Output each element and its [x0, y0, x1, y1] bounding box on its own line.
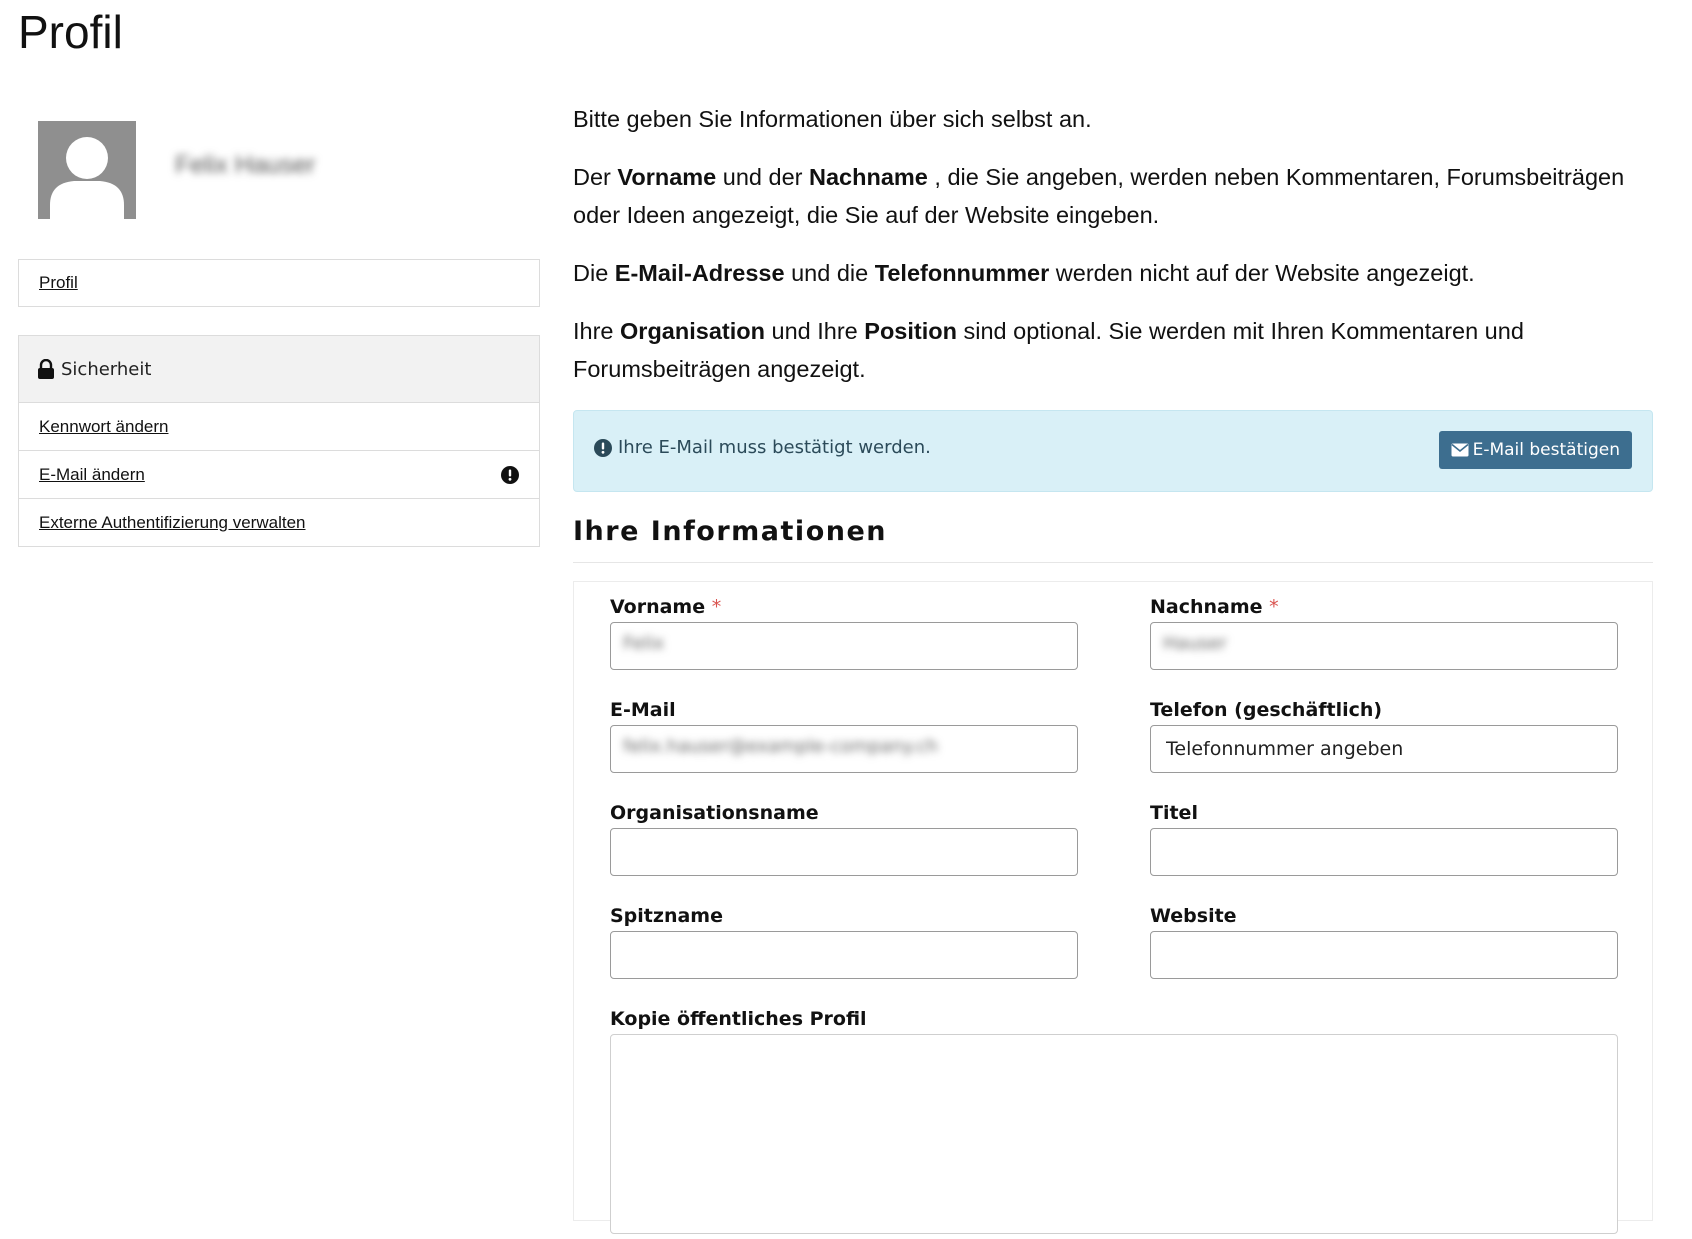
- security-heading-label: Sicherheit: [61, 358, 152, 380]
- intro-paragraph-2: Der Vorname und der Nachname , die Sie angeben, werden neben Kommentaren, Forumsbeiträgen oder Ideen angezeigt, die Sie auf der Website eingeben.: [573, 164, 1625, 228]
- nickname-label: Spitzname: [610, 905, 723, 927]
- page-title: Profil: [18, 6, 123, 58]
- organization-input[interactable]: [610, 828, 1078, 876]
- alert-message: [594, 437, 931, 458]
- phone-input[interactable]: [1150, 725, 1618, 773]
- intro-paragraph-1: Bitte geben Sie Informationen über sich selbst an.: [573, 106, 1092, 132]
- email-input[interactable]: [610, 725, 1078, 773]
- public-profile-field: [610, 1004, 1618, 1239]
- external-auth-link[interactable]: Externe Authentifizierung verwalten: [39, 512, 306, 532]
- intro-text: [573, 100, 1653, 408]
- profile-link[interactable]: Profil: [39, 273, 78, 292]
- organization-field: [610, 798, 1078, 876]
- job-title-input[interactable]: [1150, 828, 1618, 876]
- job-title-label: Titel: [1150, 802, 1198, 824]
- last-name-value: Hauser: [1163, 633, 1227, 654]
- profile-nav-box: [18, 259, 540, 307]
- security-panel: [18, 335, 540, 547]
- website-label: Website: [1150, 905, 1237, 927]
- exclamation-circle-icon: [501, 466, 519, 484]
- website-input[interactable]: [1150, 931, 1618, 979]
- intro-paragraph-4: Ihre Organisation und Ihre Position sind optional. Sie werden mit Ihren Kommentaren und Forumsbeiträgen angezeigt.: [573, 318, 1524, 382]
- last-name-label: Nachname *: [1150, 596, 1279, 618]
- change-email-link[interactable]: E-Mail ändern: [39, 464, 145, 484]
- envelope-icon: [1451, 443, 1469, 457]
- user-silhouette-icon: [38, 121, 136, 219]
- job-title-field: [1150, 798, 1618, 876]
- email-field: [610, 695, 1078, 773]
- nickname-field: [610, 901, 1078, 979]
- exclamation-circle-icon: [594, 439, 612, 457]
- profile-form: [573, 581, 1653, 1221]
- first-name-input[interactable]: [610, 622, 1078, 670]
- email-label: E-Mail: [610, 699, 676, 721]
- confirm-email-button[interactable]: [1439, 431, 1632, 469]
- required-marker: *: [711, 596, 722, 618]
- public-profile-label: Kopie öffentliches Profil: [610, 1008, 867, 1030]
- security-item-change-password: [19, 403, 539, 451]
- security-item-external-auth: [19, 499, 539, 546]
- avatar: [38, 121, 136, 219]
- nickname-input[interactable]: [610, 931, 1078, 979]
- security-heading: [19, 336, 539, 403]
- required-marker: *: [1269, 596, 1279, 618]
- email-confirmation-alert: [573, 410, 1653, 492]
- confirm-email-button-label: E-Mail bestätigen: [1472, 440, 1620, 460]
- public-profile-textarea[interactable]: [610, 1034, 1618, 1234]
- intro-paragraph-3: Die E-Mail-Adresse und die Telefonnummer werden nicht auf der Website angezeigt.: [573, 260, 1475, 286]
- first-name-label: Vorname *: [610, 596, 722, 618]
- first-name-value: Felix: [623, 633, 665, 654]
- email-value: felix.hauser@example-company.ch: [623, 736, 938, 757]
- last-name-input[interactable]: [1150, 622, 1618, 670]
- first-name-field: [610, 592, 1078, 670]
- website-field: [1150, 901, 1618, 979]
- section-title: Ihre Informationen: [573, 512, 1653, 563]
- user-display-name: Felix Hauser: [175, 151, 316, 179]
- security-item-change-email: [19, 451, 539, 499]
- organization-label: Organisationsname: [610, 802, 819, 824]
- lock-icon: [37, 359, 55, 379]
- last-name-field: [1150, 592, 1618, 670]
- phone-label: Telefon (geschäftlich): [1150, 699, 1383, 721]
- alert-message-text: Ihre E-Mail muss bestätigt werden.: [618, 437, 931, 458]
- change-password-link[interactable]: Kennwort ändern: [39, 416, 169, 436]
- phone-field: [1150, 695, 1618, 773]
